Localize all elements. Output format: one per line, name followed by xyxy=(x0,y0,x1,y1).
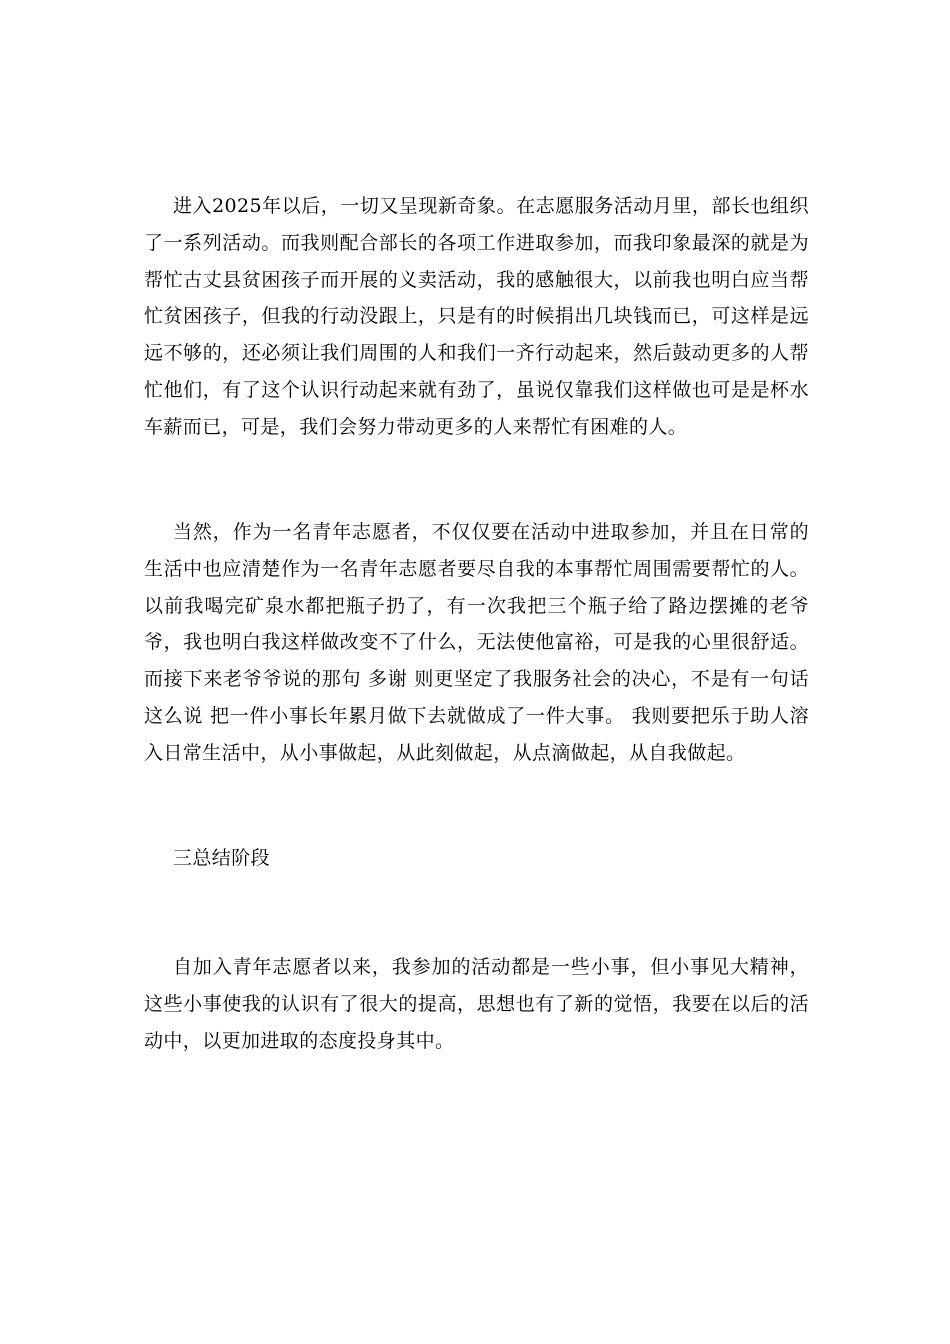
paragraph-volunteer-month: 进入2025年以后，一切又呈现新奇象。在志愿服务活动月里，部长也组织了一系列活动。而我则配合部长的各项工作进取参加，而我印象最深的就是为帮忙古丈县贫困孩子而开展的义卖活动，我的感触很大，以前我也明白应当帮忙贫困孩子，但我的行动没跟上，只是有的时候捐出几块钱而已，可这样是远远不够的，还必须让我们周围的人和我们一齐行动起来，然后鼓动更多的人帮忙他们，有了这个认识行动起来就有劲了，虽说仅靠我们这样做也可是是杯水车薪而已，可是，我们会努力带动更多的人来帮忙有困难的人。 xyxy=(144,195,809,438)
paragraph-daily-life: 当然，作为一名青年志愿者，不仅仅要在活动中进取参加，并且在日常的生活中也应清楚作为一名青年志愿者要尽自我的本事帮忙周围需要帮忙的人。以前我喝完矿泉水都把瓶子扔了，有一次我把三个瓶子给了路边摆摊的老爷爷，我也明白我这样做改变不了什么，无法使他富裕，可是我的心里很舒适。而接下来老爷爷说的那句 多谢 则更坚定了我服务社会的决心，不是有一句话这么说 把一件小事长年累月做下去就做成了一件大事。 我则要把乐于助人溶入日常生活中，从小事做起，从此刻做起，从点滴做起，从自我做起。 xyxy=(144,521,809,764)
paragraph-summary: 自加入青年志愿者以来，我参加的活动都是一些小事，但小事见大精神，这些小事使我的认识有了很大的提高，思想也有了新的觉悟，我要在以后的活动中，以更加进取的态度投身其中。 xyxy=(144,956,809,1052)
section-heading: 三总结阶段 xyxy=(173,847,271,869)
